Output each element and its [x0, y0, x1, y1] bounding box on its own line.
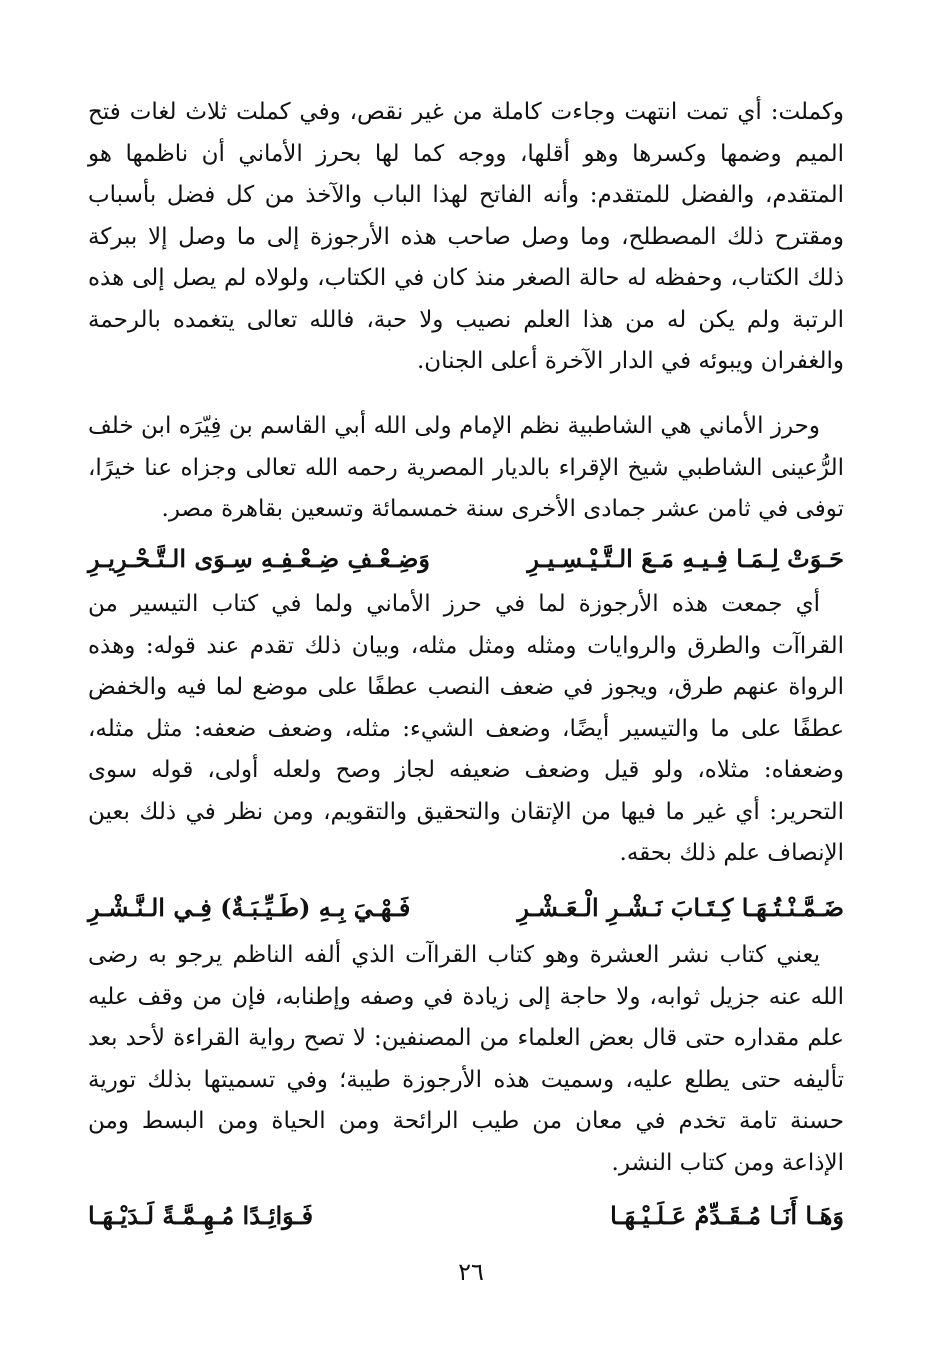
verse-3-second-hemistich: فَـوَائِـدًا مُـهِـمَّـةً لَـدَيْـهَـا	[88, 1201, 314, 1230]
verse-2-first-hemistich: ضَـمَّـنْـتُـهَـا كِـتَـابَ نَـشْـرِ الْـعَـشْـرِ	[517, 893, 844, 922]
verse-1-second-hemistich: وَضِـعْـفِ ضِـعْـفِـهِ سِـوَى الـتَّـحْـرِيـرِ	[88, 544, 430, 573]
verse-line-2	[88, 888, 844, 928]
paragraph-3: أي جمعت هذه الأرجوزة لما في حرز الأماني ولما في كتاب التيسير من القراآت والطرق والروايات ومثله ومثل مثله، وبيان ذلك تقدم عند قوله: وهذه الرواة عنهم طرق، ويجوز في ضعف النصب عطفًا على موضع لما فيه والخفض عطفًا على ما والتيسير أيضًا، وضعف الشيء: مثله، وضعف ضعفه: مثل مثله، وضعفاه: مثلاه، ولو قيل وضعف ضعيفه لجاز وصح ولعله أولى، قوله سوى التحرير: أي غير ما فيها من الإتقان والتحقيق والتقويم، ومن نظر في ذلك بعين الإنصاف علم ذلك بحقه.	[88, 591, 844, 866]
paragraph-1: وكملت: أي تمت انتهت وجاءت كاملة من غير نقص، وفي كملت ثلاث لغات فتح الميم وضمها وكسرها وهو أقلها، ووجه كما لها بحرز الأماني أن ناظمها هو المتقدم، والفضل للمتقدم: وأنه الفاتح لهذا الباب والآخذ من كل فضل بأسباب ومقترح ذلك المصطلح، وما وصل صاحب هذه الأرجوزة إلى ما وصل إلا ببركة ذلك الكتاب، وحفظه له حالة الصغر منذ كان في الكتاب، ولولاه لم يصل إلى هذه الرتبة ولم يكن له من هذا العلم نصيب ولا حبة، فالله تعالى يتغمده بالرحمة والغفران ويبوئه في الدار الآخرة أعلى الجنان.	[88, 99, 844, 374]
paragraph-2: وحرز الأماني هي الشاطبية نظم الإمام ولى الله أبي القاسم بن فِيّرَه ابن خلف الرُّعينى الشاطبي شيخ الإقراء بالديار المصرية رحمه الله تعالى وجزاه عنا خيرًا، توفى في ثامن عشر جمادى الأخرى سنة خمسمائة وتسعين بقاهرة مصر.	[88, 413, 844, 522]
verse-2-second-hemistich: فَـهْـيَ بِـهِ (طَـيِّـبَـةٌ) فِـي الـنَّـشْـرِ	[88, 893, 411, 922]
verse-1-first-hemistich: حَـوَتْ لِـمَـا فِـيـهِ مَـعَ الـتَّـيْـسِـيـرِ	[527, 544, 844, 573]
verse-line-3	[88, 1196, 844, 1236]
page-number: ٢٦	[458, 1258, 484, 1286]
verse-3-first-hemistich: وَهَـا أَنَـا مُـقَـدِّمٌ عَـلَـيْـهَـا	[610, 1201, 844, 1230]
verse-line-1	[88, 539, 844, 579]
paragraph-4: يعني كتاب نشر العشرة وهو كتاب القراآت الذي ألفه الناظم يرجو به رضى الله عنه جزيل ثوابه، ولا حاجة إلى زيادة في وصفه وإطنابه، فإن من وقف عليه علم مقداره حتى قال بعض العلماء من المصنفين: لا تصح رواية القراءة لأحد بعد تأليفه حتى يطلع عليه، وسميت هذه الأرجوزة طيبة؛ وفي تسميتها بذلك تورية حسنة تامة تخدم في معان من طيب الرائحة ومن الحياة ومن البسط ومن الإذاعة ومن كتاب النشر.	[88, 942, 844, 1176]
